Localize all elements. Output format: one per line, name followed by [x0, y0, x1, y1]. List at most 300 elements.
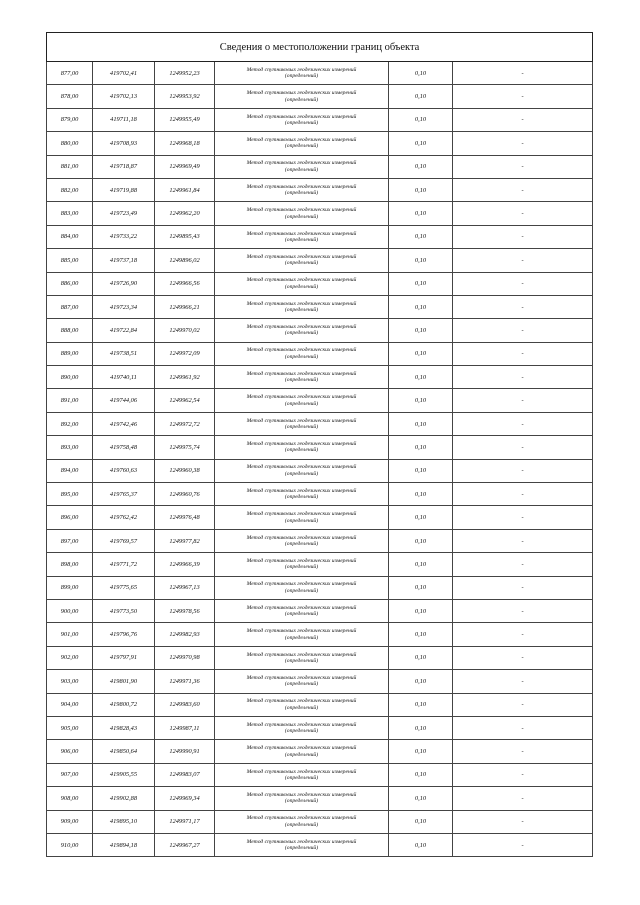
point-number-cell: 904,00	[47, 693, 93, 716]
accuracy-cell: 0,10	[389, 178, 453, 201]
y-coordinate-cell: 1249966,21	[155, 295, 215, 318]
method-line1: Метод спутниковых геодезических измерений	[246, 791, 357, 798]
accuracy-cell: 0,10	[389, 740, 453, 763]
x-coordinate-cell: 419711,18	[93, 108, 155, 131]
point-number-cell: 907,00	[47, 763, 93, 786]
point-number-cell: 900,00	[47, 599, 93, 622]
extra-cell: -	[453, 342, 593, 365]
method-line2: (определений)	[284, 751, 319, 758]
method-line2: (определений)	[284, 166, 319, 173]
point-number-cell: 889,00	[47, 342, 93, 365]
x-coordinate-cell: 419723,49	[93, 202, 155, 225]
extra-cell: -	[453, 810, 593, 833]
y-coordinate-cell: 1249972,72	[155, 412, 215, 435]
method-line2: (определений)	[284, 377, 319, 384]
method-cell	[215, 225, 389, 248]
table-row	[47, 763, 593, 786]
table-row	[47, 155, 593, 178]
point-number-cell: 887,00	[47, 295, 93, 318]
x-coordinate-cell: 419800,72	[93, 693, 155, 716]
y-coordinate-cell: 1249966,39	[155, 553, 215, 576]
table-row	[47, 62, 593, 85]
table-row	[47, 295, 593, 318]
method-line2: (определений)	[284, 307, 319, 314]
extra-cell: -	[453, 272, 593, 295]
x-coordinate-cell: 419801,90	[93, 670, 155, 693]
method-cell	[215, 740, 389, 763]
method-line1: Метод спутниковых геодезических измерений	[246, 160, 357, 167]
table-row	[47, 389, 593, 412]
method-line1: Метод спутниковых геодезических измерений	[246, 253, 357, 260]
point-number-cell: 877,00	[47, 62, 93, 85]
x-coordinate-cell: 419775,65	[93, 576, 155, 599]
method-line1: Метод спутниковых геодезических измерений	[246, 721, 357, 728]
method-cell	[215, 132, 389, 155]
method-line2: (определений)	[284, 494, 319, 501]
method-line1: Метод спутниковых геодезических измерений	[246, 651, 357, 658]
accuracy-cell: 0,10	[389, 599, 453, 622]
extra-cell: -	[453, 436, 593, 459]
accuracy-cell: 0,10	[389, 225, 453, 248]
x-coordinate-cell: 419895,10	[93, 810, 155, 833]
x-coordinate-cell: 419708,93	[93, 132, 155, 155]
x-coordinate-cell: 419771,72	[93, 553, 155, 576]
method-cell	[215, 529, 389, 552]
accuracy-cell: 0,10	[389, 623, 453, 646]
y-coordinate-cell: 1249953,92	[155, 85, 215, 108]
method-cell	[215, 833, 389, 856]
x-coordinate-cell: 419742,46	[93, 412, 155, 435]
accuracy-cell: 0,10	[389, 553, 453, 576]
accuracy-cell: 0,10	[389, 85, 453, 108]
table-row	[47, 132, 593, 155]
table-row	[47, 553, 593, 576]
method-line2: (определений)	[284, 681, 319, 688]
y-coordinate-cell: 1249966,56	[155, 272, 215, 295]
extra-cell: -	[453, 202, 593, 225]
y-coordinate-cell: 1249962,54	[155, 389, 215, 412]
method-line2: (определений)	[284, 657, 319, 664]
y-coordinate-cell: 1249970,98	[155, 646, 215, 669]
y-coordinate-cell: 1249975,74	[155, 436, 215, 459]
y-coordinate-cell: 1249983,07	[155, 763, 215, 786]
table-row	[47, 225, 593, 248]
x-coordinate-cell: 419850,64	[93, 740, 155, 763]
extra-cell: -	[453, 319, 593, 342]
extra-cell: -	[453, 623, 593, 646]
x-coordinate-cell: 419738,51	[93, 342, 155, 365]
method-cell	[215, 576, 389, 599]
table-row	[47, 623, 593, 646]
method-line2: (определений)	[284, 774, 319, 781]
method-cell	[215, 155, 389, 178]
table-row	[47, 412, 593, 435]
method-line2: (определений)	[284, 821, 319, 828]
accuracy-cell: 0,10	[389, 389, 453, 412]
method-line1: Метод спутниковых геодезических измерений	[246, 324, 357, 331]
extra-cell: -	[453, 132, 593, 155]
extra-cell: -	[453, 740, 593, 763]
y-coordinate-cell: 1249982,93	[155, 623, 215, 646]
method-cell	[215, 389, 389, 412]
accuracy-cell: 0,10	[389, 529, 453, 552]
boundary-coordinates-table	[46, 32, 593, 857]
x-coordinate-cell: 419765,37	[93, 483, 155, 506]
extra-cell: -	[453, 716, 593, 739]
table-row	[47, 178, 593, 201]
table-row	[47, 576, 593, 599]
method-cell	[215, 62, 389, 85]
method-line1: Метод спутниковых геодезических измерений	[246, 347, 357, 354]
accuracy-cell: 0,10	[389, 459, 453, 482]
table-row	[47, 366, 593, 389]
point-number-cell: 886,00	[47, 272, 93, 295]
method-line2: (определений)	[284, 283, 319, 290]
accuracy-cell: 0,10	[389, 202, 453, 225]
extra-cell: -	[453, 155, 593, 178]
extra-cell: -	[453, 178, 593, 201]
table-row	[47, 483, 593, 506]
extra-cell: -	[453, 85, 593, 108]
extra-cell: -	[453, 483, 593, 506]
point-number-cell: 879,00	[47, 108, 93, 131]
point-number-cell: 885,00	[47, 249, 93, 272]
method-line1: Метод спутниковых геодезических измерений	[246, 768, 357, 775]
point-number-cell: 878,00	[47, 85, 93, 108]
method-line1: Метод спутниковых геодезических измерений	[246, 230, 357, 237]
method-line1: Метод спутниковых геодезических измерений	[246, 441, 357, 448]
accuracy-cell: 0,10	[389, 272, 453, 295]
table-row	[47, 436, 593, 459]
y-coordinate-cell: 1249968,18	[155, 132, 215, 155]
extra-cell: -	[453, 295, 593, 318]
y-coordinate-cell: 1249967,27	[155, 833, 215, 856]
table-row	[47, 599, 593, 622]
method-line2: (определений)	[284, 634, 319, 641]
x-coordinate-cell: 419737,18	[93, 249, 155, 272]
method-cell	[215, 272, 389, 295]
extra-cell: -	[453, 225, 593, 248]
method-line1: Метод спутниковых геодезических измерений	[246, 604, 357, 611]
table-row	[47, 833, 593, 856]
y-coordinate-cell: 1249983,60	[155, 693, 215, 716]
y-coordinate-cell: 1249896,02	[155, 249, 215, 272]
method-cell	[215, 436, 389, 459]
x-coordinate-cell: 419902,88	[93, 787, 155, 810]
method-line1: Метод спутниковых геодезических измерений	[246, 277, 357, 284]
extra-cell: -	[453, 529, 593, 552]
point-number-cell: 908,00	[47, 787, 93, 810]
y-coordinate-cell: 1249969,34	[155, 787, 215, 810]
method-cell	[215, 249, 389, 272]
method-cell	[215, 553, 389, 576]
extra-cell: -	[453, 646, 593, 669]
method-cell	[215, 670, 389, 693]
point-number-cell: 903,00	[47, 670, 93, 693]
point-number-cell: 883,00	[47, 202, 93, 225]
method-cell	[215, 646, 389, 669]
point-number-cell: 899,00	[47, 576, 93, 599]
table-row	[47, 787, 593, 810]
y-coordinate-cell: 1249961,92	[155, 366, 215, 389]
y-coordinate-cell: 1249971,17	[155, 810, 215, 833]
table-row	[47, 716, 593, 739]
extra-cell: -	[453, 108, 593, 131]
x-coordinate-cell: 419762,42	[93, 506, 155, 529]
accuracy-cell: 0,10	[389, 693, 453, 716]
table-row	[47, 740, 593, 763]
extra-cell: -	[453, 62, 593, 85]
accuracy-cell: 0,10	[389, 646, 453, 669]
table-row	[47, 202, 593, 225]
method-cell	[215, 319, 389, 342]
extra-cell: -	[453, 506, 593, 529]
x-coordinate-cell: 419723,34	[93, 295, 155, 318]
point-number-cell: 909,00	[47, 810, 93, 833]
method-line2: (определений)	[284, 587, 319, 594]
method-cell	[215, 459, 389, 482]
y-coordinate-cell: 1249961,84	[155, 178, 215, 201]
y-coordinate-cell: 1249960,76	[155, 483, 215, 506]
table-row	[47, 693, 593, 716]
x-coordinate-cell: 419797,91	[93, 646, 155, 669]
table-row	[47, 459, 593, 482]
extra-cell: -	[453, 833, 593, 856]
x-coordinate-cell: 419722,84	[93, 319, 155, 342]
method-line1: Метод спутниковых геодезических измерений	[246, 90, 357, 97]
method-line1: Метод спутниковых геодезических измерений	[246, 838, 357, 845]
point-number-cell: 880,00	[47, 132, 93, 155]
table-row	[47, 108, 593, 131]
method-line2: (определений)	[284, 564, 319, 571]
extra-cell: -	[453, 763, 593, 786]
table-title: Сведения о местоположении границ объекта	[47, 33, 593, 62]
extra-cell: -	[453, 412, 593, 435]
point-number-cell: 905,00	[47, 716, 93, 739]
y-coordinate-cell: 1249969,49	[155, 155, 215, 178]
method-line1: Метод спутниковых геодезических измерений	[246, 674, 357, 681]
x-coordinate-cell: 419796,76	[93, 623, 155, 646]
extra-cell: -	[453, 366, 593, 389]
point-number-cell: 890,00	[47, 366, 93, 389]
method-line1: Метод спутниковых геодезических измерений	[246, 534, 357, 541]
extra-cell: -	[453, 576, 593, 599]
point-number-cell: 882,00	[47, 178, 93, 201]
y-coordinate-cell: 1249972,09	[155, 342, 215, 365]
method-cell	[215, 366, 389, 389]
x-coordinate-cell: 419718,87	[93, 155, 155, 178]
method-line1: Метод спутниковых геодезических измерений	[246, 745, 357, 752]
y-coordinate-cell: 1249895,43	[155, 225, 215, 248]
y-coordinate-cell: 1249970,02	[155, 319, 215, 342]
method-line2: (определений)	[284, 96, 319, 103]
method-cell	[215, 599, 389, 622]
method-cell	[215, 85, 389, 108]
point-number-cell: 896,00	[47, 506, 93, 529]
method-line2: (определений)	[284, 541, 319, 547]
method-line1: Метод спутниковых геодезических измерений	[246, 581, 357, 588]
point-number-cell: 897,00	[47, 529, 93, 552]
extra-cell: -	[453, 599, 593, 622]
point-number-cell: 892,00	[47, 412, 93, 435]
method-cell	[215, 763, 389, 786]
method-cell	[215, 623, 389, 646]
method-cell	[215, 787, 389, 810]
method-cell	[215, 412, 389, 435]
accuracy-cell: 0,10	[389, 506, 453, 529]
method-cell	[215, 295, 389, 318]
method-line1: Метод спутниковых геодезических измерений	[246, 370, 357, 377]
accuracy-cell: 0,10	[389, 716, 453, 739]
y-coordinate-cell: 1249987,11	[155, 716, 215, 739]
method-line2: (определений)	[284, 119, 319, 126]
method-line1: Метод спутниковых геодезических измерений	[246, 136, 357, 143]
x-coordinate-cell: 419828,43	[93, 716, 155, 739]
extra-cell: -	[453, 249, 593, 272]
extra-cell: -	[453, 459, 593, 482]
method-line1: Метод спутниковых геодезических измерений	[246, 487, 357, 494]
method-line1: Метод спутниковых геодезических измерений	[246, 815, 357, 822]
accuracy-cell: 0,10	[389, 787, 453, 810]
table-row	[47, 670, 593, 693]
x-coordinate-cell: 419769,57	[93, 529, 155, 552]
accuracy-cell: 0,10	[389, 763, 453, 786]
method-line1: Метод спутниковых геодезических измерений	[246, 183, 357, 190]
accuracy-cell: 0,10	[389, 810, 453, 833]
accuracy-cell: 0,10	[389, 412, 453, 435]
point-number-cell: 902,00	[47, 646, 93, 669]
method-line1: Метод спутниковых геодезических измерений	[246, 300, 357, 307]
accuracy-cell: 0,10	[389, 108, 453, 131]
method-line1: Метод спутниковых геодезических измерений	[246, 628, 357, 635]
method-line1: Метод спутниковых геодезических измерений	[246, 207, 357, 214]
method-line2: (определений)	[284, 400, 319, 407]
method-cell	[215, 342, 389, 365]
point-number-cell: 894,00	[47, 459, 93, 482]
method-line1: Метод спутниковых геодезических измерений	[246, 557, 357, 564]
method-line1: Метод спутниковых геодезических измерений	[246, 417, 357, 424]
method-line2: (определений)	[284, 330, 319, 337]
method-line2: (определений)	[284, 353, 319, 360]
x-coordinate-cell: 419733,22	[93, 225, 155, 248]
point-number-cell: 910,00	[47, 833, 93, 856]
x-coordinate-cell: 419758,48	[93, 436, 155, 459]
method-line2: (определений)	[284, 517, 319, 524]
x-coordinate-cell: 419744,06	[93, 389, 155, 412]
point-number-cell: 888,00	[47, 319, 93, 342]
table-row	[47, 646, 593, 669]
method-cell	[215, 506, 389, 529]
accuracy-cell: 0,10	[389, 62, 453, 85]
method-cell	[215, 716, 389, 739]
method-line1: Метод спутниковых геодезических измерений	[246, 698, 357, 705]
accuracy-cell: 0,10	[389, 833, 453, 856]
y-coordinate-cell: 1249955,49	[155, 108, 215, 131]
y-coordinate-cell: 1249971,36	[155, 670, 215, 693]
y-coordinate-cell: 1249952,23	[155, 62, 215, 85]
method-line2: (определений)	[284, 424, 319, 431]
method-line2: (определений)	[284, 213, 319, 220]
x-coordinate-cell: 419719,88	[93, 178, 155, 201]
accuracy-cell: 0,10	[389, 576, 453, 599]
method-line1: Метод спутниковых геодезических измерений	[246, 113, 357, 120]
method-cell	[215, 178, 389, 201]
accuracy-cell: 0,10	[389, 342, 453, 365]
accuracy-cell: 0,10	[389, 366, 453, 389]
method-line2: (определений)	[284, 728, 319, 735]
method-line2: (определений)	[284, 704, 319, 711]
y-coordinate-cell: 1249976,48	[155, 506, 215, 529]
accuracy-cell: 0,10	[389, 436, 453, 459]
table-row	[47, 506, 593, 529]
x-coordinate-cell: 419726,90	[93, 272, 155, 295]
method-line2: (определений)	[284, 236, 319, 243]
point-number-cell: 881,00	[47, 155, 93, 178]
x-coordinate-cell: 419905,55	[93, 763, 155, 786]
extra-cell: -	[453, 670, 593, 693]
table-header-row	[47, 33, 593, 62]
extra-cell: -	[453, 553, 593, 576]
method-line1: Метод спутниковых геодезических измерений	[246, 464, 357, 471]
x-coordinate-cell: 419894,18	[93, 833, 155, 856]
extra-cell: -	[453, 787, 593, 810]
x-coordinate-cell: 419773,50	[93, 599, 155, 622]
extra-cell: -	[453, 389, 593, 412]
method-line1: Метод спутниковых геодезических измерений	[246, 511, 357, 518]
accuracy-cell: 0,10	[389, 670, 453, 693]
table-row	[47, 249, 593, 272]
method-line1: Метод спутниковых геодезических измерений	[246, 394, 357, 401]
x-coordinate-cell: 419740,11	[93, 366, 155, 389]
table-row	[47, 272, 593, 295]
y-coordinate-cell: 1249990,91	[155, 740, 215, 763]
method-line2: (определений)	[284, 73, 319, 80]
accuracy-cell: 0,10	[389, 249, 453, 272]
table-row	[47, 85, 593, 108]
point-number-cell: 898,00	[47, 553, 93, 576]
method-line2: (определений)	[284, 470, 319, 477]
y-coordinate-cell: 1249977,82	[155, 529, 215, 552]
table-row	[47, 810, 593, 833]
point-number-cell: 884,00	[47, 225, 93, 248]
y-coordinate-cell: 1249967,13	[155, 576, 215, 599]
method-line2: (определений)	[284, 143, 319, 150]
method-cell	[215, 810, 389, 833]
method-cell	[215, 108, 389, 131]
point-number-cell: 901,00	[47, 623, 93, 646]
point-number-cell: 891,00	[47, 389, 93, 412]
method-line2: (определений)	[284, 447, 319, 454]
x-coordinate-cell: 419702,13	[93, 85, 155, 108]
y-coordinate-cell: 1249962,20	[155, 202, 215, 225]
method-line2: (определений)	[284, 798, 319, 805]
method-cell	[215, 202, 389, 225]
point-number-cell: 906,00	[47, 740, 93, 763]
accuracy-cell: 0,10	[389, 295, 453, 318]
point-number-cell: 895,00	[47, 483, 93, 506]
accuracy-cell: 0,10	[389, 483, 453, 506]
method-line2: (определений)	[284, 190, 319, 197]
extra-cell: -	[453, 693, 593, 716]
y-coordinate-cell: 1249978,56	[155, 599, 215, 622]
accuracy-cell: 0,10	[389, 319, 453, 342]
x-coordinate-cell: 419702,41	[93, 62, 155, 85]
x-coordinate-cell: 419760,63	[93, 459, 155, 482]
method-line2: (определений)	[284, 611, 319, 618]
method-cell	[215, 483, 389, 506]
table-row	[47, 529, 593, 552]
accuracy-cell: 0,10	[389, 155, 453, 178]
